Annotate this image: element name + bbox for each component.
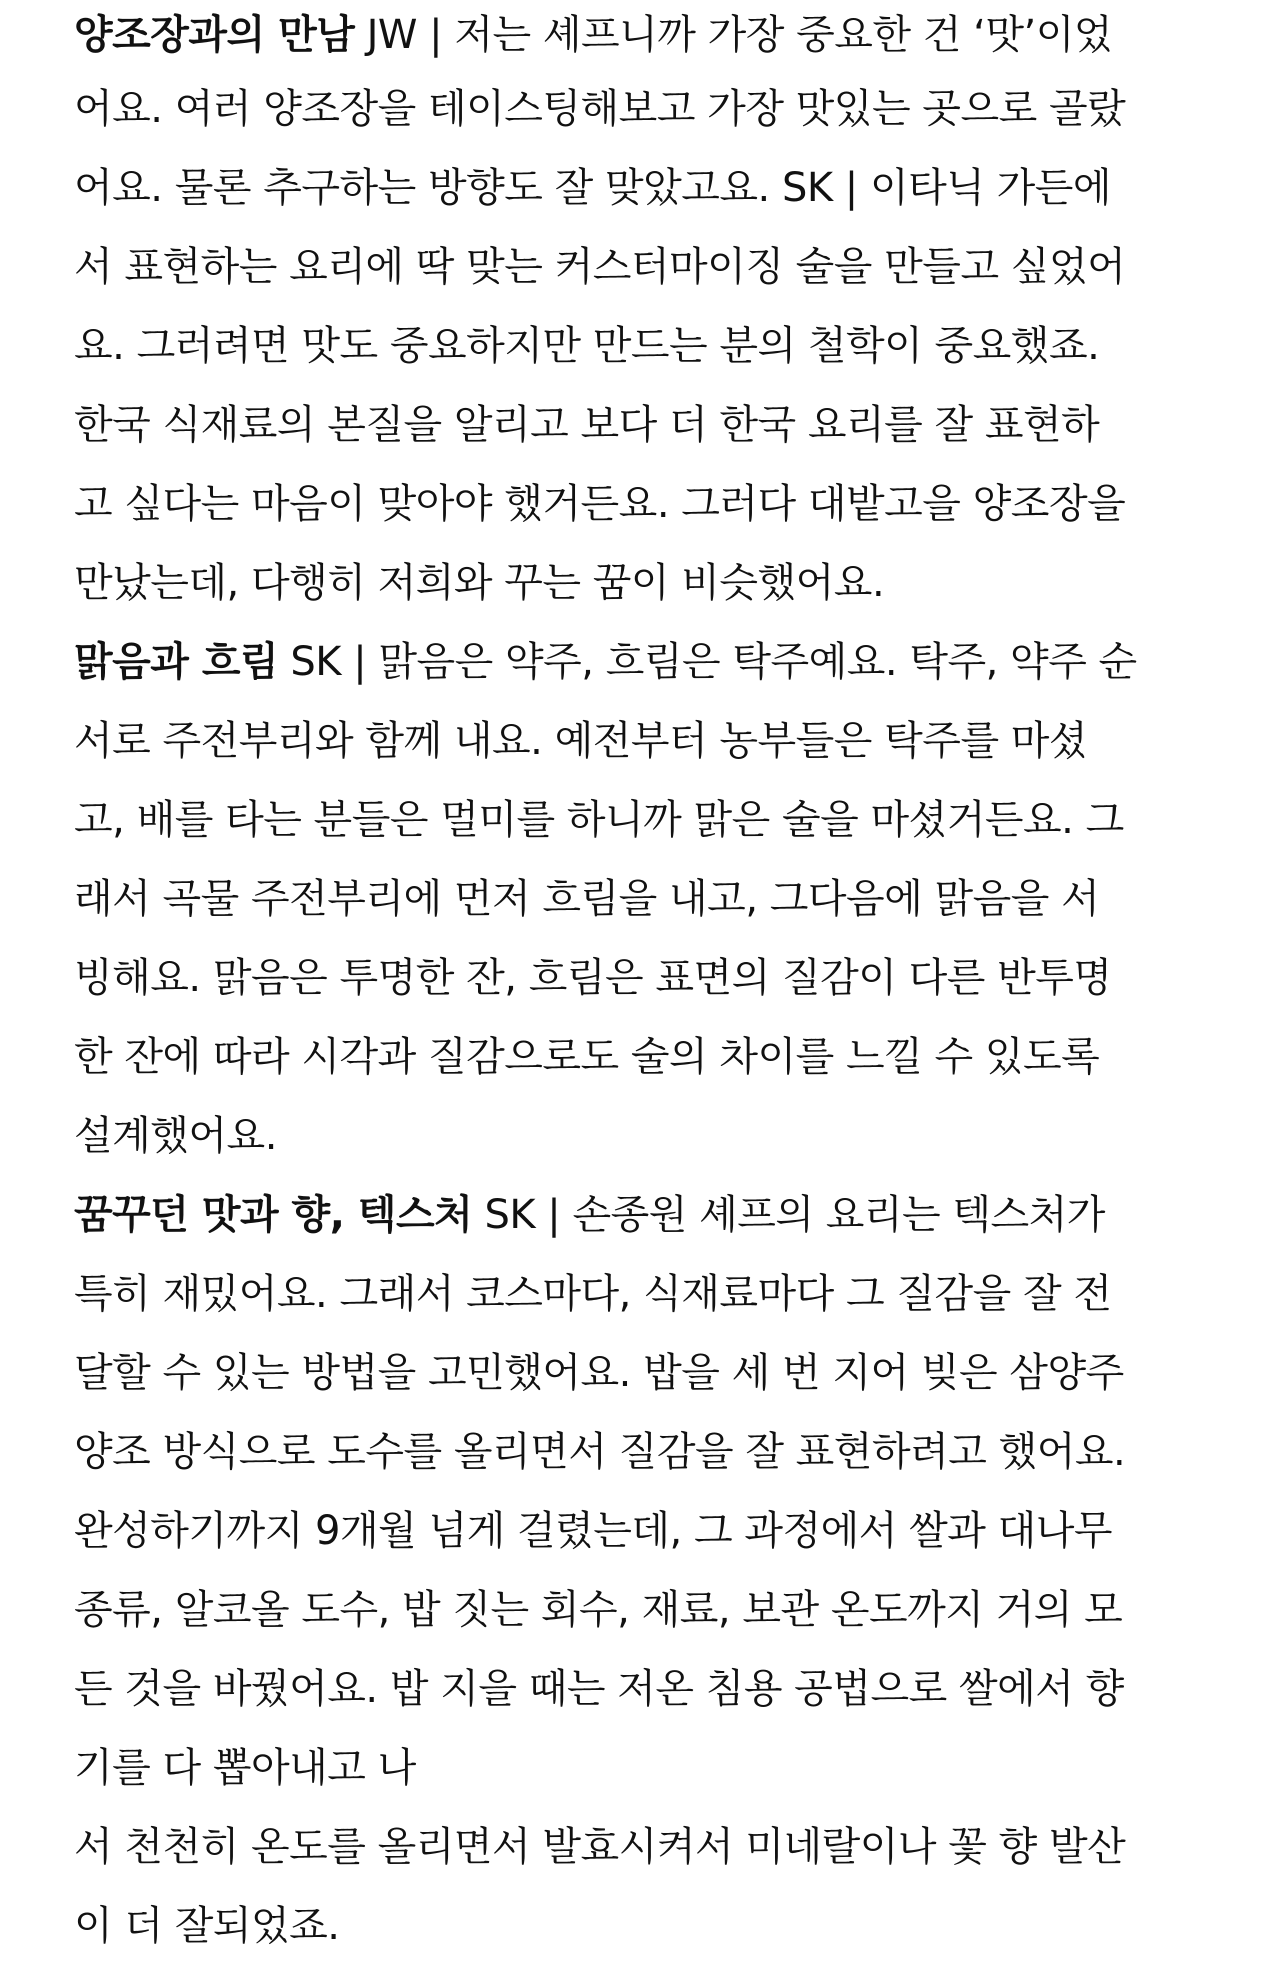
paragraph-line: 빙해요. 맑음은 투명한 잔, 흐림은 표면의 질감이 다른 반투명 [74,955,1112,1001]
section-heading: 맑음과 흐림 [74,639,279,685]
paragraph-line: 든 것을 바꿨어요. 밥 지을 때는 저온 침용 공법으로 쌀에서 향 [74,1666,1124,1712]
paragraph-line: 설계했어요. [74,1113,277,1159]
paragraph-line: 이 더 잘되었죠. [74,1903,340,1949]
paragraph-line: 한 잔에 따라 시각과 질감으로도 술의 차이를 느낄 수 있도록 [74,1034,1100,1080]
paragraph-line: 서 천천히 온도를 올리면서 발효시켜서 미네랄이나 꽃 향 발산 [74,1824,1126,1870]
paragraph-line: 고, 배를 타는 분들은 멀미를 하니까 맑은 술을 마셨거든요. 그 [74,797,1124,843]
paragraph-line [74,0,1234,70]
paragraph-line: 한국 식재료의 본질을 알리고 보다 더 한국 요리를 잘 표현하 [74,402,1100,448]
paragraph-line [74,623,1234,702]
paragraph-line: 완성하기까지 9개월 넘게 걸렸는데, 그 과정에서 쌀과 대나무 [74,1508,1113,1554]
paragraph-line: 요. 그러려면 맛도 중요하지만 만드는 분의 철학이 중요했죠. [74,323,1100,369]
paragraph-line: 고 싶다는 마음이 맞아야 했거든요. 그러다 대밭고을 양조장을 [74,481,1126,527]
paragraph-line: 특히 재밌어요. 그래서 코스마다, 식재료마다 그 질감을 잘 전 [74,1271,1112,1317]
paragraph-text: SK | 손종원 셰프의 요리는 텍스처가 [472,1192,1105,1238]
paragraph-line: 종류, 알코올 도수, 밥 짓는 회수, 재료, 보관 온도까지 거의 모 [74,1587,1123,1633]
paragraph-text: JW | 저는 셰프니까 가장 중요한 건 ‘맛’이었 [354,12,1112,58]
paragraph-line: 달할 수 있는 방법을 고민했어요. 밥을 세 번 지어 빚은 삼양주 [74,1350,1124,1396]
paragraph-line: 서로 주전부리와 함께 내요. 예전부터 농부들은 탁주를 마셨 [74,718,1088,764]
paragraph-line: 기를 다 뽑아내고 나 [74,1745,416,1791]
article-body [74,0,1234,1966]
paragraph-text: SK | 맑음은 약주, 흐림은 탁주예요. 탁주, 약주 순 [278,639,1137,685]
paragraph-line [74,1176,1234,1255]
paragraph-line: 양조 방식으로 도수를 올리면서 질감을 잘 표현하려고 했어요. [74,1429,1126,1475]
paragraph-line: 서 표현하는 요리에 딱 맞는 커스터마이징 술을 만들고 싶었어 [74,244,1126,290]
paragraph-line: 만났는데, 다행히 저희와 꾸는 꿈이 비슷했어요. [74,560,885,606]
section-heading: 꿈꾸던 맛과 향, 텍스처 [74,1192,473,1238]
paragraph-line: 어요. 물론 추구하는 방향도 잘 맞았고요. SK | 이타닉 가든에 [74,165,1112,211]
paragraph-line: 어요. 여러 양조장을 테이스팅해보고 가장 맛있는 곳으로 골랐 [74,86,1126,132]
section-heading: 양조장과의 만남 [74,12,355,58]
paragraph-line: 래서 곡물 주전부리에 먼저 흐림을 내고, 그다음에 맑음을 서 [74,876,1100,922]
